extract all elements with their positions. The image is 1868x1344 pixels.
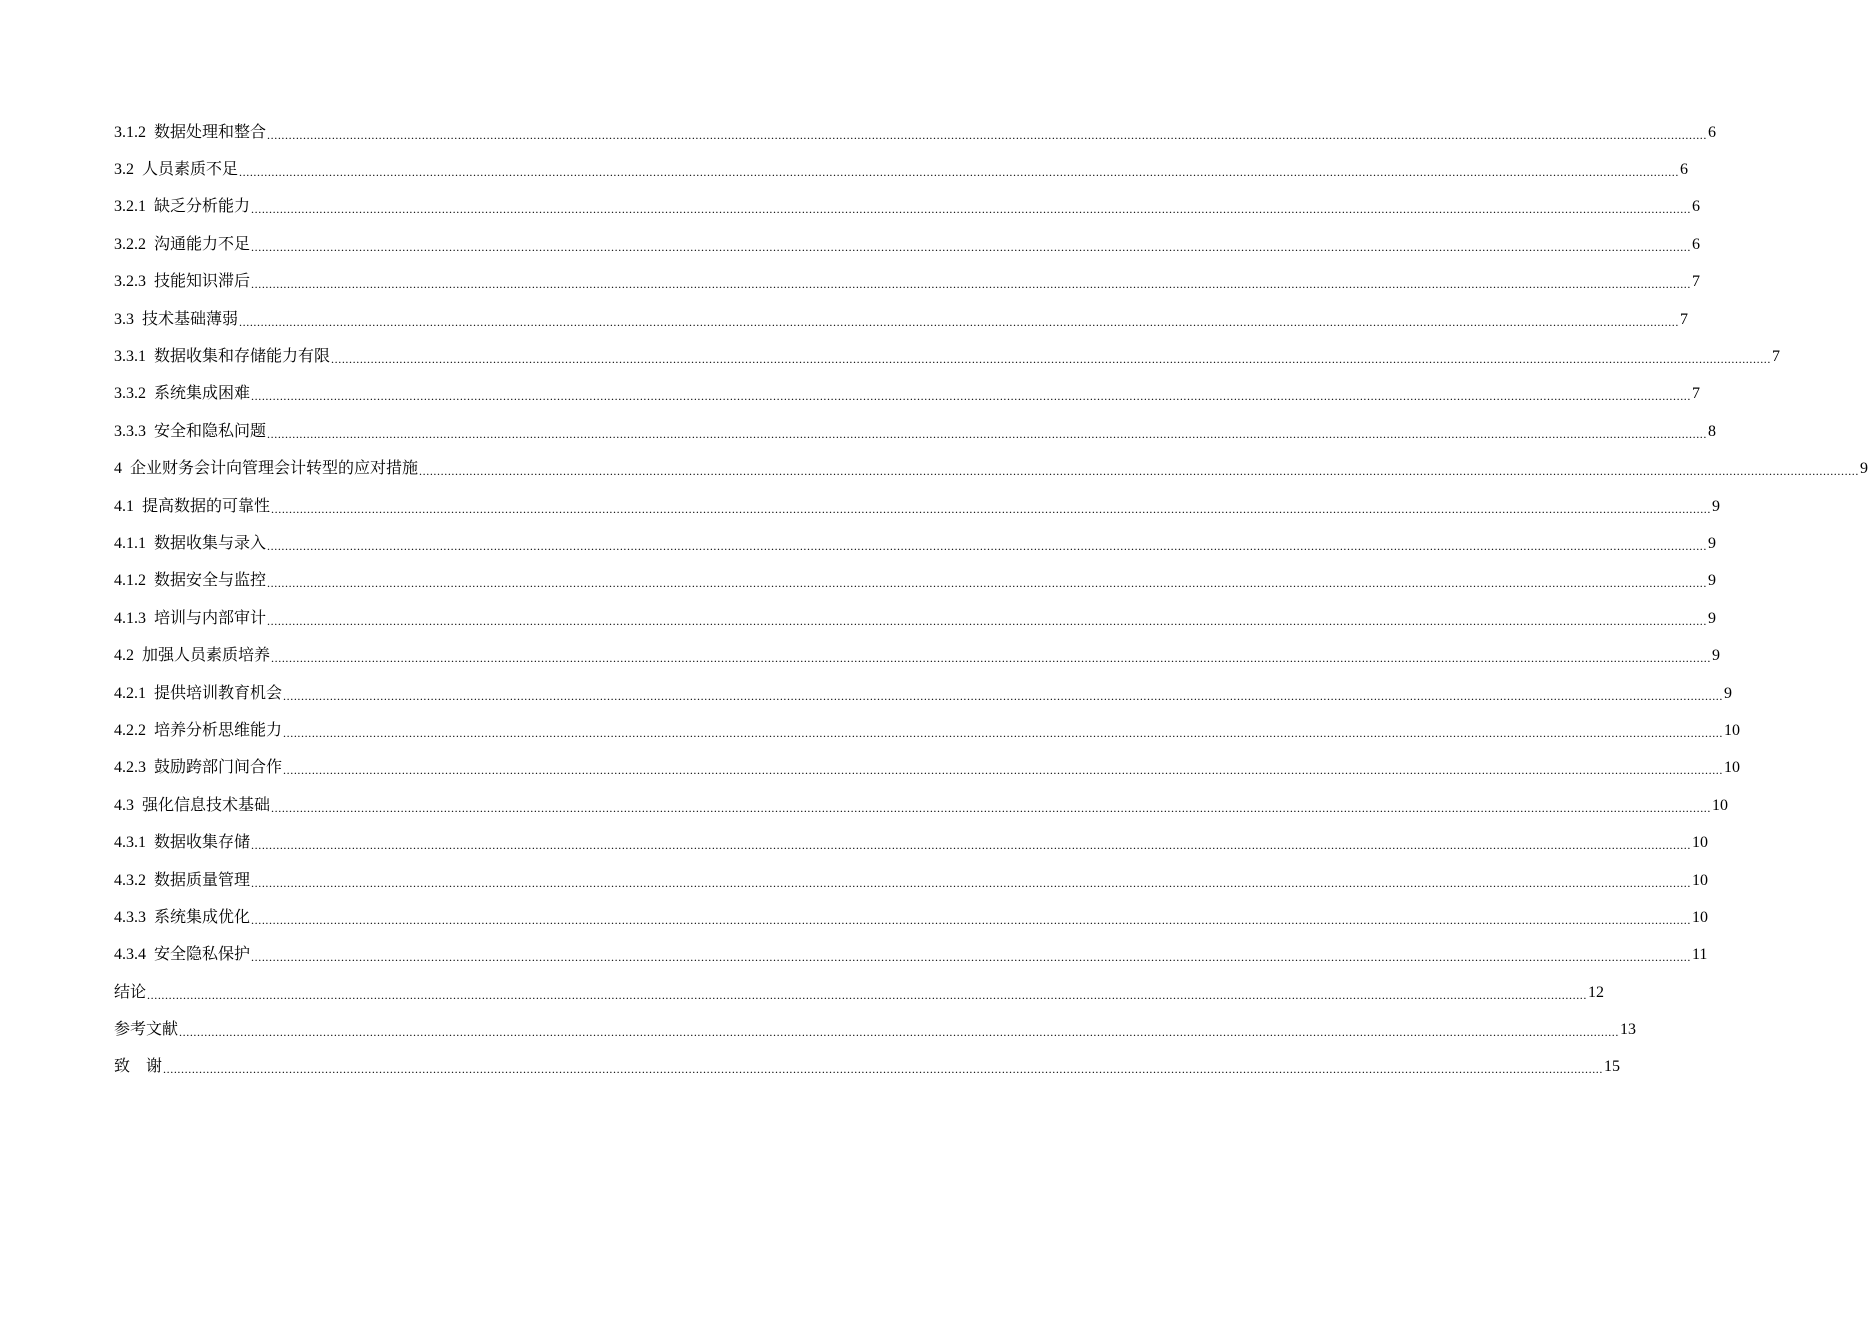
toc-entry[interactable] bbox=[114, 413, 1717, 450]
toc-entry-page-number: 9 bbox=[1712, 647, 1721, 665]
toc-entry[interactable] bbox=[114, 525, 1717, 562]
toc-entry-label: 4.1.3 培训与内部审计 bbox=[114, 609, 267, 627]
toc-dot-leader: ................................................................................................................................................................................................................................................................................................................................................................................................................ bbox=[251, 950, 1692, 965]
toc-entry-label: 4.3.3 系统集成优化 bbox=[114, 908, 251, 926]
toc-entry-label: 3.2.1 缺乏分析能力 bbox=[114, 198, 251, 216]
toc-entry[interactable] bbox=[114, 151, 1689, 188]
toc-entry-page-number: 6 bbox=[1692, 198, 1701, 216]
toc-entry-label: 4.2.3 鼓励跨部门间合作 bbox=[114, 759, 283, 777]
toc-dot-leader: ................................................................................................................................................................................................................................................................................................................................................................................................................ bbox=[283, 688, 1724, 703]
toc-dot-leader: ................................................................................................................................................................................................................................................................................................................................................................................................................ bbox=[267, 127, 1708, 142]
toc-dot-leader: ................................................................................................................................................................................................................................................................................................................................................................................................................ bbox=[419, 464, 1860, 479]
toc-dot-leader: ................................................................................................................................................................................................................................................................................................................................................................................................................ bbox=[283, 725, 1724, 740]
toc-dot-leader: ................................................................................................................................................................................................................................................................................................................................................................................................................ bbox=[251, 389, 1692, 404]
toc-entry-label: 4.3 强化信息技术基础 bbox=[114, 796, 271, 814]
toc-entry-label: 4 企业财务会计向管理会计转型的应对措施 bbox=[114, 460, 419, 478]
toc-entry-label: 3.3.3 安全和隐私问题 bbox=[114, 422, 267, 440]
toc-entry[interactable] bbox=[114, 862, 1709, 899]
toc-entry[interactable] bbox=[114, 563, 1717, 600]
toc-entry-page-number: 7 bbox=[1772, 348, 1781, 366]
toc-dot-leader: ................................................................................................................................................................................................................................................................................................................................................................................................................ bbox=[283, 763, 1724, 778]
toc-entry-label: 3.3.1 数据收集和存储能力有限 bbox=[114, 348, 331, 366]
toc-entry-page-number: 9 bbox=[1860, 460, 1868, 478]
toc-entry-page-number: 9 bbox=[1708, 609, 1717, 627]
toc-entry-label: 3.1.2 数据处理和整合 bbox=[114, 123, 267, 141]
toc-entry-label: 3.2.2 沟通能力不足 bbox=[114, 235, 251, 253]
toc-entry-label: 4.1.1 数据收集与录入 bbox=[114, 534, 267, 552]
toc-entry[interactable] bbox=[114, 637, 1721, 674]
toc-entry-page-number: 10 bbox=[1692, 871, 1709, 889]
toc-entry[interactable] bbox=[114, 600, 1717, 637]
toc-dot-leader: ................................................................................................................................................................................................................................................................................................................................................................................................................ bbox=[267, 426, 1708, 441]
toc-entry[interactable] bbox=[114, 974, 1605, 1011]
toc-entry[interactable] bbox=[114, 376, 1701, 413]
toc-entry[interactable] bbox=[114, 114, 1717, 151]
toc-entry-page-number: 9 bbox=[1708, 534, 1717, 552]
toc-entry-label: 3.2 人员素质不足 bbox=[114, 161, 239, 179]
toc-entry-label: 3.3.2 系统集成困难 bbox=[114, 385, 251, 403]
toc-entry[interactable] bbox=[114, 264, 1701, 301]
toc-entry-page-number: 13 bbox=[1620, 1021, 1637, 1039]
toc-entry[interactable] bbox=[114, 675, 1733, 712]
toc-dot-leader: ................................................................................................................................................................................................................................................................................................................................................................................................................ bbox=[267, 576, 1708, 591]
toc-entry[interactable] bbox=[114, 750, 1741, 787]
toc-entry-page-number: 10 bbox=[1712, 796, 1729, 814]
toc-entry-page-number: 10 bbox=[1724, 721, 1741, 739]
toc-entry-page-number: 7 bbox=[1680, 310, 1689, 328]
toc-dot-leader: ................................................................................................................................................................................................................................................................................................................................................................................................................ bbox=[251, 277, 1692, 292]
toc-entry-page-number: 9 bbox=[1712, 497, 1721, 515]
table-of-contents bbox=[114, 114, 1868, 1086]
toc-entry[interactable] bbox=[114, 899, 1709, 936]
toc-dot-leader: ................................................................................................................................................................................................................................................................................................................................................................................................................ bbox=[331, 352, 1772, 367]
toc-entry-page-number: 15 bbox=[1604, 1058, 1621, 1076]
toc-dot-leader: ................................................................................................................................................................................................................................................................................................................................................................................................................ bbox=[271, 800, 1712, 815]
toc-dot-leader: ................................................................................................................................................................................................................................................................................................................................................................................................................ bbox=[179, 1025, 1620, 1040]
toc-dot-leader: ................................................................................................................................................................................................................................................................................................................................................................................................................ bbox=[271, 651, 1712, 666]
toc-entry-page-number: 9 bbox=[1708, 572, 1717, 590]
toc-dot-leader: ................................................................................................................................................................................................................................................................................................................................................................................................................ bbox=[251, 239, 1692, 254]
toc-entry[interactable] bbox=[114, 937, 1708, 974]
toc-entry[interactable] bbox=[114, 1011, 1637, 1048]
toc-entry-page-number: 9 bbox=[1724, 684, 1733, 702]
toc-entry-label: 3.2.3 技能知识滞后 bbox=[114, 273, 251, 291]
toc-entry[interactable] bbox=[114, 824, 1709, 861]
toc-entry-label: 结论 bbox=[114, 983, 147, 1001]
toc-entry-label: 4.1 提高数据的可靠性 bbox=[114, 497, 271, 515]
toc-dot-leader: ................................................................................................................................................................................................................................................................................................................................................................................................................ bbox=[267, 613, 1708, 628]
toc-entry-page-number: 11 bbox=[1692, 946, 1708, 964]
toc-entry-label: 4.2.1 提供培训教育机会 bbox=[114, 684, 283, 702]
toc-entry-page-number: 7 bbox=[1692, 273, 1701, 291]
toc-dot-leader: ................................................................................................................................................................................................................................................................................................................................................................................................................ bbox=[147, 987, 1588, 1002]
toc-entry-label: 4.2 加强人员素质培养 bbox=[114, 647, 271, 665]
toc-dot-leader: ................................................................................................................................................................................................................................................................................................................................................................................................................ bbox=[239, 165, 1680, 180]
toc-entry[interactable] bbox=[114, 488, 1721, 525]
toc-entry-label: 4.1.2 数据安全与监控 bbox=[114, 572, 267, 590]
toc-entry[interactable] bbox=[114, 787, 1729, 824]
toc-dot-leader: ................................................................................................................................................................................................................................................................................................................................................................................................................ bbox=[251, 912, 1692, 927]
toc-entry-label: 参考文献 bbox=[114, 1021, 179, 1039]
toc-dot-leader: ................................................................................................................................................................................................................................................................................................................................................................................................................ bbox=[239, 314, 1680, 329]
toc-dot-leader: ................................................................................................................................................................................................................................................................................................................................................................................................................ bbox=[271, 501, 1712, 516]
toc-entry[interactable] bbox=[114, 301, 1689, 338]
toc-dot-leader: ................................................................................................................................................................................................................................................................................................................................................................................................................ bbox=[251, 202, 1692, 217]
toc-dot-leader: ................................................................................................................................................................................................................................................................................................................................................................................................................ bbox=[251, 875, 1692, 890]
toc-entry-label: 4.3.2 数据质量管理 bbox=[114, 871, 251, 889]
toc-entry-label: 致 谢 bbox=[114, 1058, 163, 1076]
toc-entry-page-number: 6 bbox=[1692, 235, 1701, 253]
toc-entry[interactable] bbox=[114, 712, 1741, 749]
toc-entry[interactable] bbox=[114, 1049, 1621, 1086]
toc-entry-page-number: 6 bbox=[1680, 161, 1689, 179]
toc-entry-label: 4.2.2 培养分析思维能力 bbox=[114, 721, 283, 739]
toc-entry[interactable] bbox=[114, 451, 1868, 488]
toc-entry-page-number: 10 bbox=[1692, 834, 1709, 852]
toc-entry[interactable] bbox=[114, 338, 1781, 375]
toc-entry-label: 4.3.4 安全隐私保护 bbox=[114, 946, 251, 964]
toc-entry-page-number: 10 bbox=[1724, 759, 1741, 777]
toc-entry-label: 3.3 技术基础薄弱 bbox=[114, 310, 239, 328]
toc-entry-page-number: 7 bbox=[1692, 385, 1701, 403]
toc-dot-leader: ................................................................................................................................................................................................................................................................................................................................................................................................................ bbox=[267, 538, 1708, 553]
toc-entry[interactable] bbox=[114, 189, 1701, 226]
toc-entry-page-number: 10 bbox=[1692, 908, 1709, 926]
toc-dot-leader: ................................................................................................................................................................................................................................................................................................................................................................................................................ bbox=[163, 1062, 1604, 1077]
toc-entry-label: 4.3.1 数据收集存储 bbox=[114, 834, 251, 852]
toc-entry-page-number: 6 bbox=[1708, 123, 1717, 141]
toc-entry-page-number: 12 bbox=[1588, 983, 1605, 1001]
toc-entry[interactable] bbox=[114, 226, 1701, 263]
toc-dot-leader: ................................................................................................................................................................................................................................................................................................................................................................................................................ bbox=[251, 838, 1692, 853]
toc-entry-page-number: 8 bbox=[1708, 422, 1717, 440]
